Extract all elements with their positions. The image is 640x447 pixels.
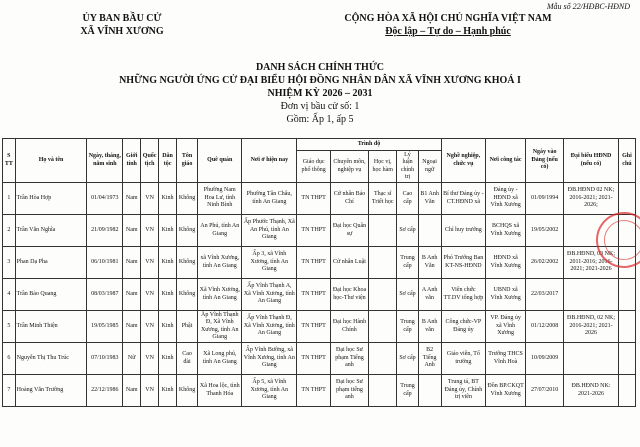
title-line2: NHỮNG NGƯỜI ỨNG CỬ ĐẠI BIỂU HỘI ĐỒNG NHÂN DÂN XÃ VĨNH XƯƠNG KHOÁ I [119,75,521,86]
cell-workplace: Trường THCS Vĩnh Hoà [486,343,526,375]
header-workplace: Nơi công tác [486,139,526,183]
cell-nationality: VN [141,279,159,311]
cell-party-date: 22/03/2017 [526,279,564,311]
table-row [3,311,636,343]
header-religion: Tôn giáo [177,139,198,183]
cell-edu-degree: Thạc sĩ Triết học [368,183,396,215]
cell-occupation: Trung tá, BT Đảng ủy, Chính trị viên [441,375,485,407]
cell-note [618,279,635,311]
header-edu-general: Giáo dục phổ thông [297,151,331,183]
cell-name: Trần Bảo Quang [15,279,87,311]
header-nationality: Quốc tịch [141,139,159,183]
cell-nationality: VN [141,375,159,407]
cell-religion: Cao đài [177,343,198,375]
cell-party-date: 26/02/2002 [526,247,564,279]
cell-edu-degree [368,311,396,343]
header-ethnicity: Dân tộc [159,139,177,183]
cell-delegate [564,279,619,311]
cell-edu-degree [368,215,396,247]
cell-note [618,343,635,375]
cell-note [618,215,635,247]
header-dob: Ngày, tháng, năm sinh [87,139,123,183]
cell-hometown: Xã Vĩnh Xương, tỉnh An Giang [198,279,242,311]
cell-delegate [564,343,619,375]
cell-stt: 4 [3,279,16,311]
cell-workplace: HĐND xã Vĩnh Xương [486,247,526,279]
electoral-unit: Đơn vị bầu cử số: 1 [280,101,360,112]
cell-party-date: 19/05/2002 [526,215,564,247]
form-number: Mẫu số 22/HĐBC-HĐND [546,2,630,11]
cell-stt: 1 [3,183,16,215]
cell-edu-political: Cao cấp [397,183,418,215]
cell-dob: 08/03/1987 [87,279,123,311]
cell-dob: 06/10/1981 [87,247,123,279]
cell-ethnicity: Kinh [159,279,177,311]
cell-residence: Ấp Phước Thạnh, Xã An Phú, tỉnh An Giang [242,215,297,247]
cell-edu-general: TN THPT [297,311,331,343]
cell-edu-general: TN THPT [297,247,331,279]
cell-edu-language: B Anh Văn [418,247,441,279]
cell-gender: Nữ [123,343,141,375]
header-stt: S TT [3,139,16,183]
cell-note [618,311,635,343]
cell-residence: Ấp Vĩnh Thạnh A, Xã Vĩnh Xương, tỉnh An Giang [242,279,297,311]
header-party-date: Ngày vào Đảng (nếu có) [526,139,564,183]
cell-nationality: VN [141,247,159,279]
cell-religion: Không [177,279,198,311]
cell-hometown: Phường Nam Hoa Lư, tỉnh Ninh Bình [198,183,242,215]
header-gender: Giới tính [123,139,141,183]
cell-edu-political: Trung cấp [397,247,418,279]
cell-religion: Không [177,215,198,247]
cell-hometown: xã Vĩnh Xương, tỉnh An Giang [198,247,242,279]
cell-edu-political: Sơ cấp [397,343,418,375]
cell-gender: Nam [123,375,141,407]
cell-edu-specialty: Đại học Quân sự [331,215,369,247]
cell-stt: 2 [3,215,16,247]
cell-hometown: Ấp Vĩnh Thạnh Đ, Xã Vĩnh Xương, tỉnh An Giang [198,311,242,343]
cell-hometown: An Phú, tỉnh An Giang [198,215,242,247]
cell-gender: Nam [123,279,141,311]
cell-edu-language [418,215,441,247]
header-education: Trình độ [297,139,442,151]
cell-gender: Nam [123,183,141,215]
cell-edu-general: TN THPT [297,375,331,407]
cell-workplace: BCHQS xã Vĩnh Xương [486,215,526,247]
unit-includes: Gồm: Ấp 1, ấp 5 [286,114,354,125]
cell-dob: 19/05/1985 [87,311,123,343]
cell-name: Phan Dạ Pha [15,247,87,279]
cell-residence: Ấp Vĩnh Bường, xã Vĩnh Xương, tỉnh An Giang [242,343,297,375]
cell-ethnicity: Kinh [159,375,177,407]
cell-edu-degree [368,279,396,311]
table-row [3,343,636,375]
cell-delegate [564,215,619,247]
cell-edu-specialty: Đại học Sư phạm tiếng anh [331,375,369,407]
cell-workplace: Đảng ủy - HĐND xã Vĩnh Xương [486,183,526,215]
cell-party-date: 10/09/2009 [526,343,564,375]
title-line3: NHIỆM KỲ 2026 – 2031 [267,88,373,99]
cell-edu-degree [368,375,396,407]
cell-gender: Nam [123,215,141,247]
cell-edu-specialty: Đại học Khoa học-Thư viện [331,279,369,311]
cell-edu-political: Trung cấp [397,375,418,407]
cell-gender: Nam [123,247,141,279]
cell-edu-specialty: Đại học Sư phạm Tiếng anh [331,343,369,375]
cell-occupation: Chỉ huy trưởng [441,215,485,247]
header-hometown: Quê quán [198,139,242,183]
cell-ethnicity: Kinh [159,215,177,247]
cell-edu-language [418,375,441,407]
cell-edu-specialty: Đại học Hành Chính [331,311,369,343]
authority-line2: XÃ VĨNH XƯƠNG [80,26,164,37]
cell-stt: 5 [3,311,16,343]
cell-edu-political: Sơ cấp [397,215,418,247]
cell-edu-degree [368,343,396,375]
cell-delegate: ĐB.HĐND, 02 NK; 2016-2021; 2021-2026 [564,311,619,343]
cell-gender: Nam [123,311,141,343]
table-row [3,375,636,407]
candidate-table [2,138,636,407]
cell-note [618,183,635,215]
header-edu-specialty: Chuyên môn, nghiệp vụ [331,151,369,183]
cell-ethnicity: Kinh [159,343,177,375]
title-line1: DANH SÁCH CHÍNH THỨC [255,62,385,73]
cell-delegate: ĐB.HĐND, 03 NK; 2011-2016; 2016-2021; 2021-2026 [564,247,619,279]
cell-stt: 6 [3,343,16,375]
cell-occupation: Bí thư Đảng ủy - CT.HĐND xã [441,183,485,215]
cell-workplace: UBND xã Vĩnh Xương [486,279,526,311]
document-title [0,61,640,126]
cell-edu-language: B2 Tiếng Anh [418,343,441,375]
header-residence: Nơi ở hiện nay [242,139,297,183]
cell-edu-political: Sơ cấp [397,279,418,311]
cell-occupation: Giáo viên, Tổ trưởng [441,343,485,375]
cell-workplace: Đồn BP.CKQT Vĩnh Xương [486,375,526,407]
cell-stt: 7 [3,375,16,407]
cell-party-date: 01/12/2008 [526,311,564,343]
cell-residence: Phường Tân Châu, tỉnh An Giang [242,183,297,215]
cell-workplace: VP. Đảng ủy xã Vĩnh Xương [486,311,526,343]
cell-name: Trần Minh Thiện [15,311,87,343]
cell-edu-general: TN THPT [297,279,331,311]
table-row [3,215,636,247]
header-note: Ghi chú [618,139,635,183]
cell-edu-specialty: Cử nhân Báo Chí [331,183,369,215]
cell-edu-language: B1 Anh Văn [418,183,441,215]
cell-hometown: Xã Hoa lộc, tỉnh Thanh Hóa [198,375,242,407]
cell-residence: Ấp Vĩnh Thạnh Đ, Xã Vĩnh Xương, tỉnh An Giang [242,311,297,343]
cell-edu-specialty: Cử nhân Luật [331,247,369,279]
cell-edu-general: TN THPT [297,215,331,247]
cell-edu-general: TN THPT [297,183,331,215]
cell-nationality: VN [141,183,159,215]
cell-hometown: Xã Long phú, tỉnh An Giang [198,343,242,375]
cell-delegate: ĐB.HĐND 02 NK; 2016-2021; 2021-2026; [564,183,619,215]
table-row [3,183,636,215]
header-edu-language: Ngoại ngữ [418,151,441,183]
cell-nationality: VN [141,311,159,343]
header-name: Họ và tên [15,139,87,183]
cell-edu-general: TN THPT [297,343,331,375]
cell-residence: Ấp 5, xã Vĩnh Xương, tỉnh An Giang [242,375,297,407]
cell-party-date: 27/07/2010 [526,375,564,407]
cell-residence: Ấp 3, xã Vĩnh Xương, tỉnh An Giang [242,247,297,279]
cell-dob: 01/04/1973 [87,183,123,215]
cell-name: Hoàng Văn Trường [15,375,87,407]
cell-nationality: VN [141,343,159,375]
national-motto: Độc lập – Tự do – Hạnh phúc [385,26,511,37]
cell-occupation: Công chức-VP Đảng ủy [441,311,485,343]
cell-religion: Không [177,183,198,215]
header-delegate: Đại biểu HĐND (nếu có) [564,139,619,183]
cell-name: Nguyễn Thị Thu Trúc [15,343,87,375]
cell-religion: Không [177,375,198,407]
authority-line1: ỦY BAN BẦU CỬ [82,13,162,24]
cell-name: Trần Hòa Hợp [15,183,87,215]
cell-edu-language: A Anh văn [418,279,441,311]
cell-party-date: 01/09/1994 [526,183,564,215]
cell-edu-degree [368,247,396,279]
country-name: CỘNG HÒA XÃ HỘI CHỦ NGHĨA VIỆT NAM [344,13,552,24]
table-row [3,279,636,311]
cell-ethnicity: Kinh [159,183,177,215]
header-edu-degree: Học vị, học hàm [368,151,396,183]
header-occupation: Nghề nghiệp, chức vụ [441,139,485,183]
cell-nationality: VN [141,215,159,247]
cell-note [618,375,635,407]
issuing-authority [52,12,192,38]
cell-dob: 22/12/1986 [87,375,123,407]
cell-dob: 21/09/1982 [87,215,123,247]
cell-religion: Phật [177,311,198,343]
cell-ethnicity: Kinh [159,247,177,279]
cell-delegate: ĐB.HĐND NK: 2021-2026 [564,375,619,407]
cell-ethnicity: Kinh [159,311,177,343]
cell-occupation: Viên chức TT.DV tổng hợp [441,279,485,311]
national-header [318,12,578,38]
cell-edu-political: Trung cấp [397,311,418,343]
cell-note [618,247,635,279]
header-edu-political: Lý luận chính trị [397,151,418,183]
cell-dob: 07/10/1983 [87,343,123,375]
cell-name: Trần Văn Nghĩa [15,215,87,247]
cell-edu-language: B Anh văn [418,311,441,343]
cell-stt: 3 [3,247,16,279]
cell-occupation: Phó Trưởng Ban KT-NS-HĐND [441,247,485,279]
cell-religion: Không [177,247,198,279]
table-row [3,247,636,279]
